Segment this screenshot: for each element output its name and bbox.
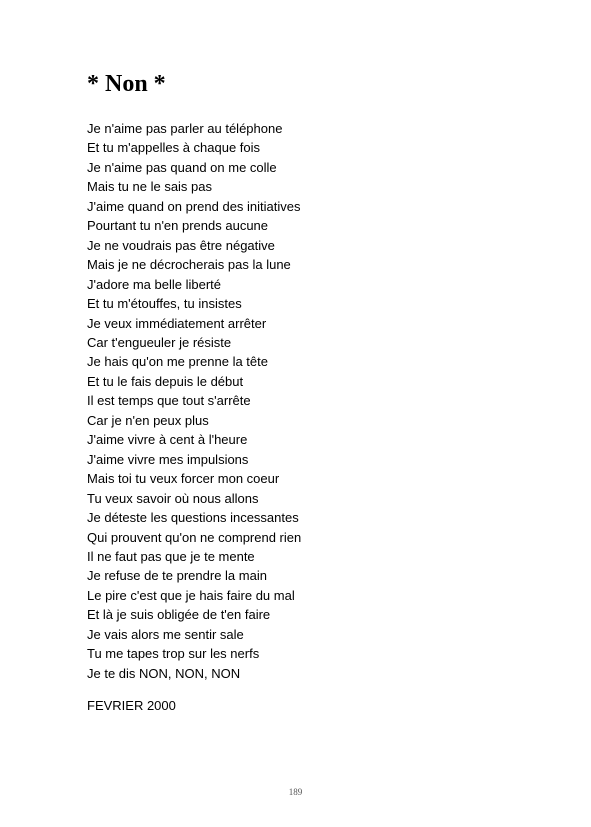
poem-line: J'aime vivre mes impulsions: [87, 451, 249, 467]
poem-line: Car t'engueuler je résiste: [87, 334, 232, 350]
poem-line: Et tu le fais depuis le début: [87, 373, 244, 389]
poem-line: Je hais qu'on me prenne la tête: [87, 354, 268, 370]
poem-line: Je n'aime pas quand on me colle: [87, 159, 277, 175]
poem-title: * Non *: [87, 71, 166, 97]
poem-line: J'aime vivre à cent à l'heure: [87, 432, 248, 448]
poem-line: Car je n'en peux plus: [87, 412, 209, 428]
poem-date: FEVRIER 2000: [87, 698, 176, 713]
poem-line: Je te dis NON, NON, NON: [87, 665, 241, 681]
poem-line: Je veux immédiatement arrêter: [87, 315, 267, 331]
page-number: 189: [288, 787, 303, 797]
poem-line: Tu me tapes trop sur les nerfs: [87, 646, 260, 662]
poem-line: Mais toi tu veux forcer mon coeur: [87, 471, 280, 487]
poem-line: J'adore ma belle liberté: [87, 276, 221, 292]
poem-line: Je déteste les questions incessantes: [87, 510, 299, 526]
poem-line: Je vais alors me sentir sale: [87, 626, 244, 642]
poem-line: Je refuse de te prendre la main: [87, 568, 267, 584]
poem-line: Et tu m'appelles à chaque fois: [87, 140, 261, 156]
poem-line: Et là je suis obligée de t'en faire: [87, 607, 271, 623]
poem-line: Et tu m'étouffes, tu insistes: [87, 296, 242, 312]
poem-line: Pourtant tu n'en prends aucune: [87, 218, 269, 234]
poem-line: Je n'aime pas parler au téléphone: [87, 121, 283, 136]
poem-line: Le pire c'est que je hais faire du mal: [87, 587, 295, 603]
poem-line: Mais tu ne le sais pas: [87, 179, 213, 195]
poem-body: [87, 119, 301, 683]
poem-line: Je ne voudrais pas être négative: [87, 237, 275, 253]
poem-line: J'aime quand on prend des initiatives: [87, 198, 301, 214]
poem-line: Tu veux savoir où nous allons: [87, 490, 259, 506]
poem-line: Qui prouvent qu'on ne comprend rien: [87, 529, 302, 545]
poem-line: Il est temps que tout s'arrête: [87, 393, 251, 409]
poem-line: Mais je ne décrocherais pas la lune: [87, 257, 291, 273]
poem-line: Il ne faut pas que je te mente: [87, 548, 255, 564]
